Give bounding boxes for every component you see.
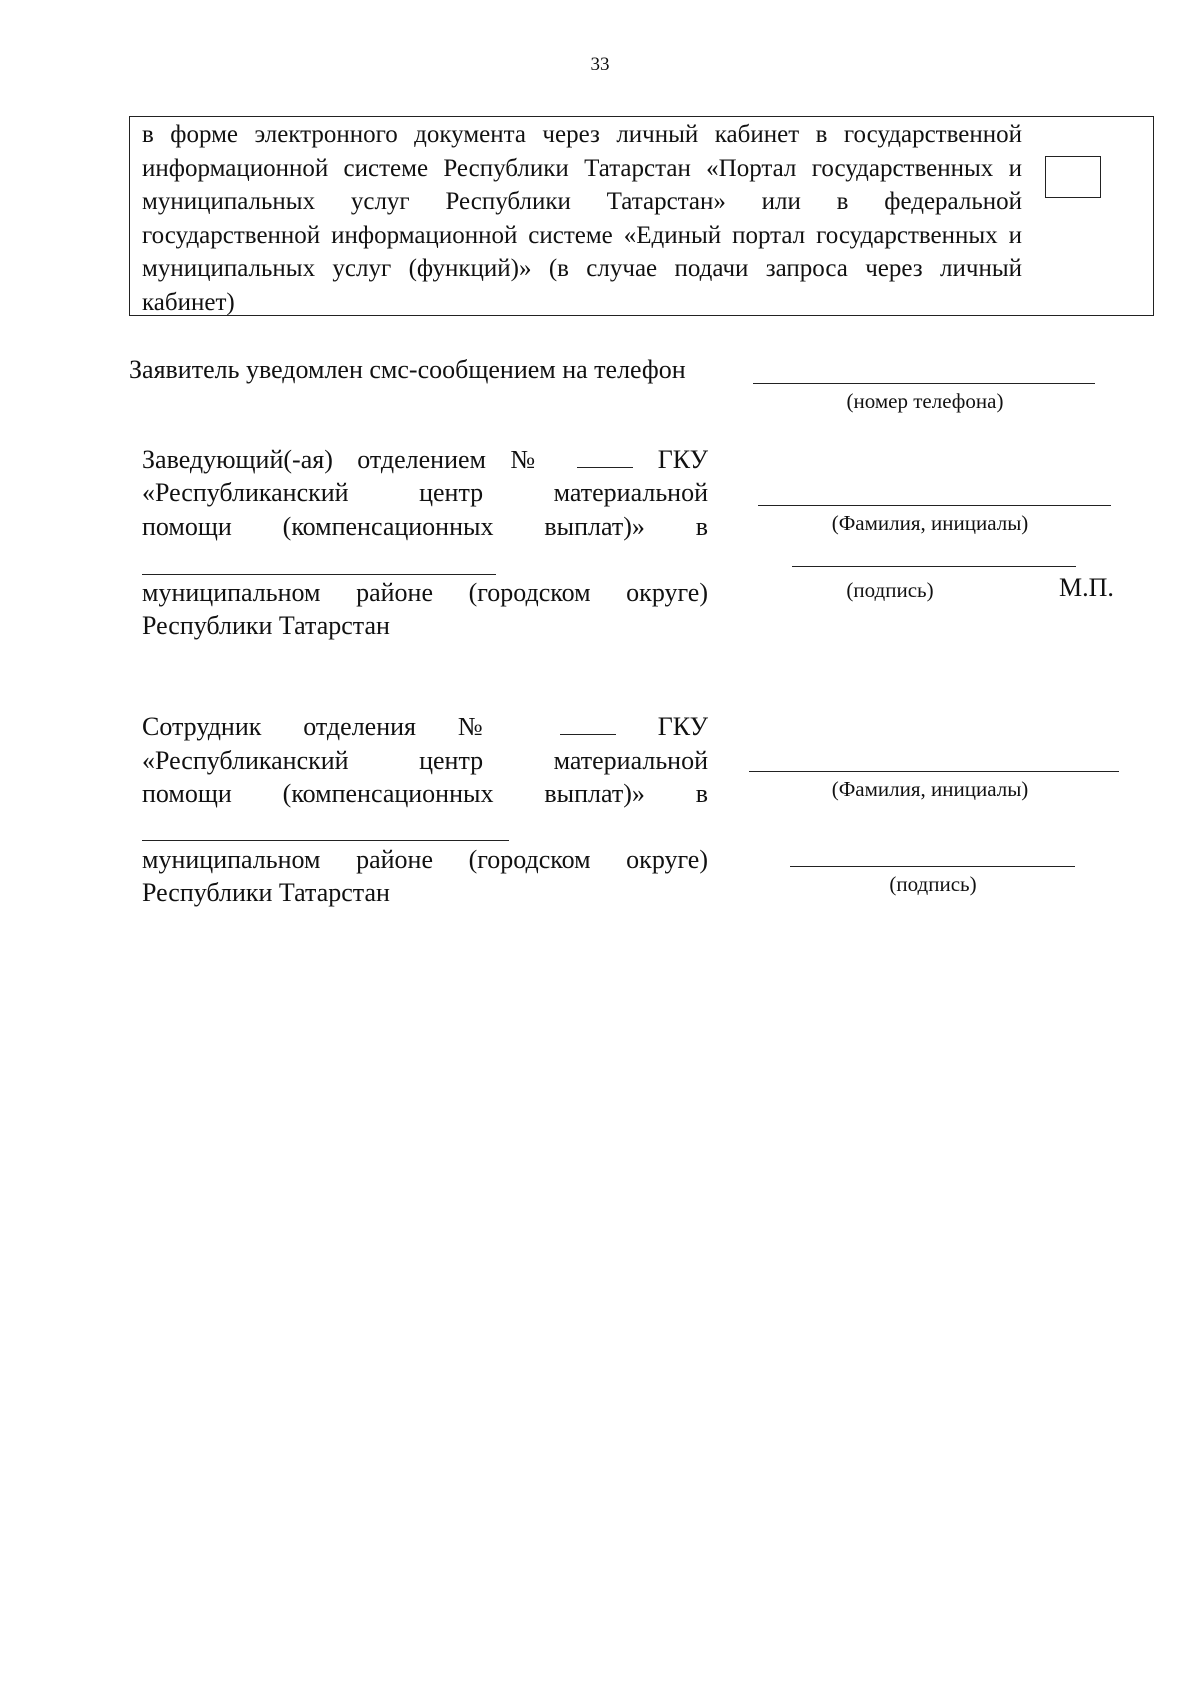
head-signature-field[interactable] — [792, 566, 1076, 567]
delivery-option-checkbox[interactable] — [1045, 156, 1101, 198]
phone-number-caption: (номер телефона) — [846, 389, 1004, 413]
employee-title-line-2: «Республиканский центр материальной — [142, 746, 708, 775]
head-municipality-field[interactable] — [142, 574, 496, 575]
page-number: 33 — [590, 54, 610, 75]
head-signature-caption: (подпись) — [846, 578, 934, 602]
head-title-end: ГКУ — [657, 445, 709, 474]
employee-title-line-1 — [142, 710, 708, 744]
employee-title-end: ГКУ — [657, 712, 708, 741]
head-name-field[interactable] — [758, 505, 1111, 506]
employee-title-start: Сотрудник отделения № — [142, 712, 519, 741]
sms-notification-text: Заявитель уведомлен смс-сообщением на телефон — [129, 355, 686, 384]
employee-name-caption: (Фамилия, инициалы) — [831, 777, 1029, 801]
employee-title-line-3: помощи (компенсационных выплат)» в — [142, 779, 708, 808]
head-department-number-field[interactable] — [577, 445, 633, 468]
employee-signature-field[interactable] — [790, 866, 1075, 867]
employee-municipality-field[interactable] — [142, 840, 509, 841]
employee-title-line-4: муниципальном районе (городском округе) — [142, 845, 708, 874]
employee-signature-caption: (подпись) — [889, 872, 977, 896]
delivery-option-text: в форме электронного документа через личный кабинет в государственной информационной системе Республики Татарстан «Портал государственных и муниципальных услуг Республики Татарстан» или в федеральной государственной информационной системе «Единый портал государственных и муниципальных услуг (функций)» (в случае подачи запроса через личный кабинет) — [142, 121, 1022, 316]
head-title-line-2: «Республиканский центр материальной — [142, 478, 708, 507]
head-title-line-3: помощи (компенсационных выплат)» в — [142, 512, 708, 541]
stamp-placeholder: М.П. — [1059, 573, 1114, 602]
head-title-line-5: Республики Татарстан — [142, 611, 390, 640]
head-title-line-4: муниципальном районе (городском округе) — [142, 578, 708, 607]
head-title-line-1 — [142, 443, 708, 477]
phone-number-field[interactable] — [753, 383, 1095, 384]
employee-name-field[interactable] — [749, 771, 1119, 772]
employee-title-line-5: Республики Татарстан — [142, 878, 390, 907]
employee-department-number-field[interactable] — [560, 712, 616, 735]
head-title-start: Заведующий(-ая) отделением № — [142, 445, 554, 474]
head-name-caption: (Фамилия, инициалы) — [831, 511, 1029, 535]
